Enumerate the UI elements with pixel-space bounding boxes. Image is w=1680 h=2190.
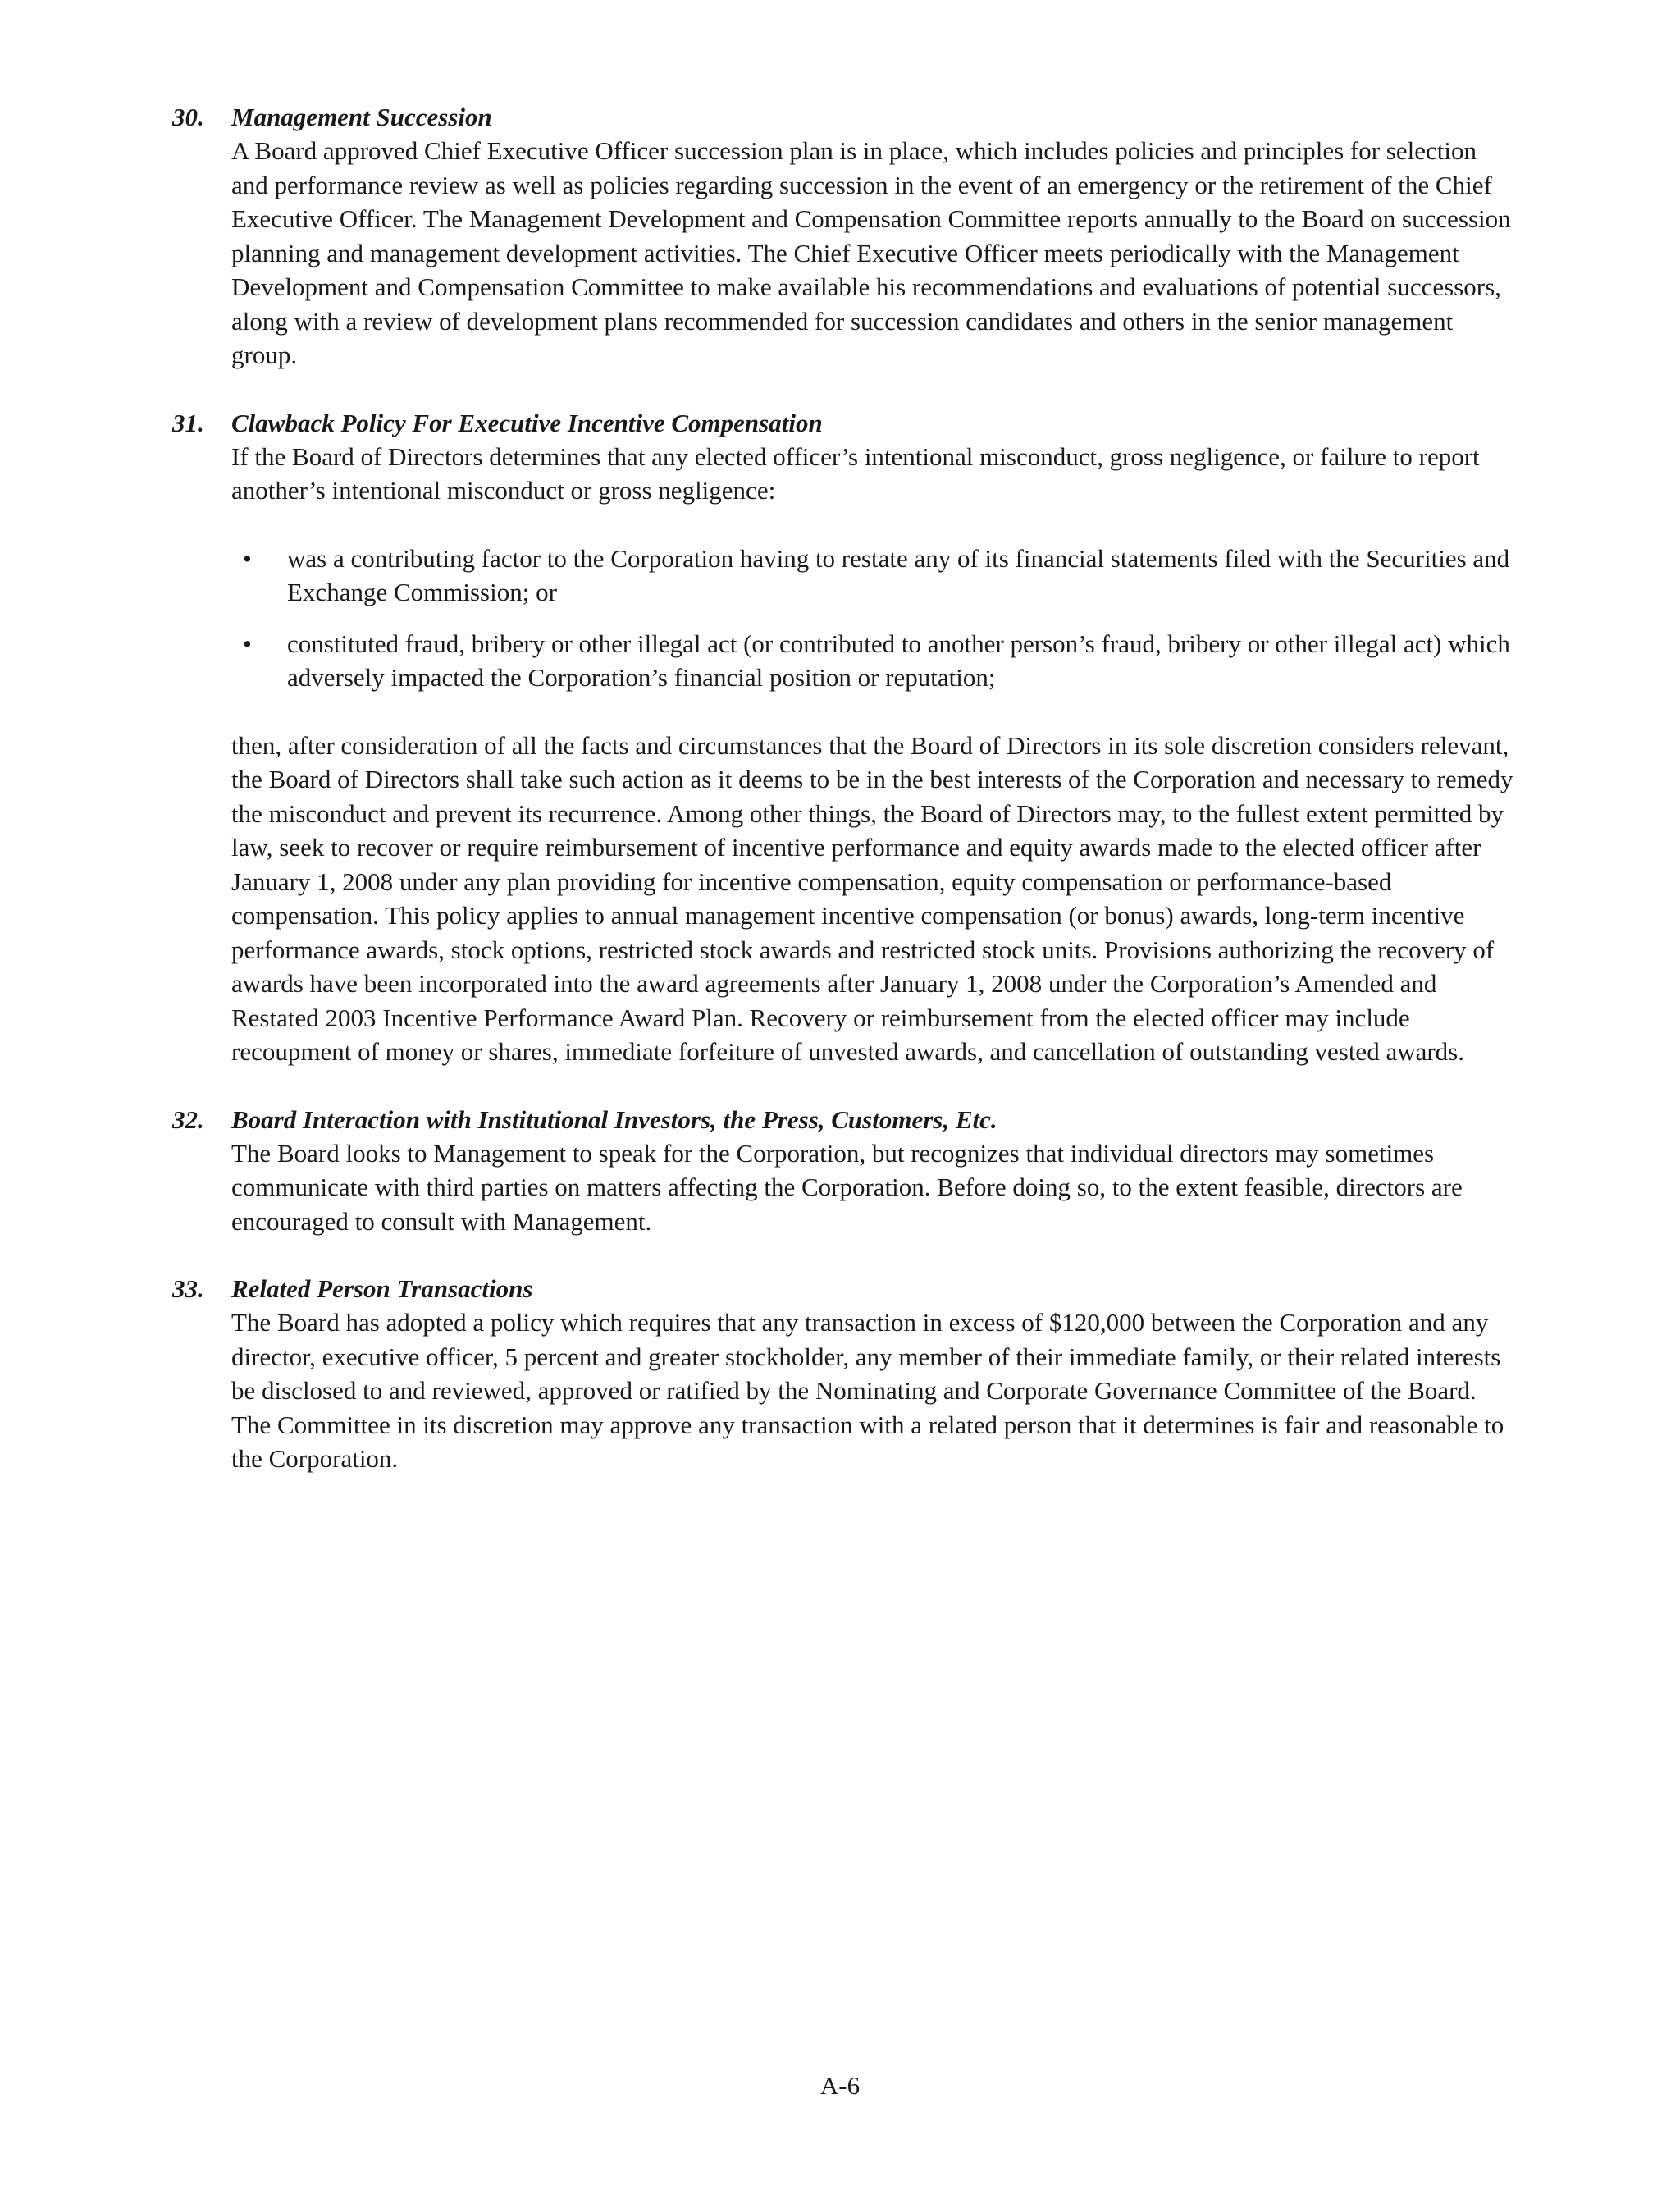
section-heading xyxy=(172,406,1518,440)
section-paragraph: A Board approved Chief Executive Officer succession plan is in place, which includes policies and principles for selection and performance review as well as policies regarding succession in the event of an emergency or the retirement of the Chief Executive Officer. The Management Development and Compensation Committee reports annually to the Board on succession planning and management development activities. The Chief Executive Officer meets periodically with the Management Development and Compensation Committee to make available his recommendations and evaluations of potential successors, along with a review of development plans recommended for succession candidates and others in the senior management group. xyxy=(231,136,1511,369)
bullet-text: was a contributing factor to the Corporation having to restate any of its financial statements filed with the Securities and Exchange Commission; or xyxy=(287,543,1510,606)
section-number: 31. xyxy=(172,408,204,437)
section-related-person-transactions xyxy=(172,1272,1518,1476)
section-heading xyxy=(172,1103,1518,1136)
section-intro-paragraph: If the Board of Directors determines that any elected officer’s intentional misconduct, gross negligence, or failure to report another’s intentional misconduct or gross negligence: xyxy=(231,441,1480,505)
document-body xyxy=(172,100,1518,1510)
section-clawback-policy xyxy=(172,406,1518,1069)
bullet-item xyxy=(231,627,1518,695)
section-number: 32. xyxy=(172,1104,204,1134)
section-management-succession xyxy=(172,100,1518,373)
section-paragraph: The Board has adopted a policy which requires that any transaction in excess of $120,000 between the Corporation and any director, executive officer, 5 percent and greater stockholder, any member of their immediate family, or their related interests be disclosed to and reviewed, approved or ratified by the Nominating and Corporate Governance Committee of the Board. The Committee in its discretion may approve any transaction with a related person that it determines is fair and reasonable to the Corporation. xyxy=(231,1308,1504,1473)
bullet-icon: • xyxy=(243,543,252,573)
section-heading xyxy=(172,100,1518,134)
section-number: 33. xyxy=(172,1274,204,1303)
bullet-list xyxy=(231,542,1518,695)
section-title: Management Succession xyxy=(231,103,492,131)
bullet-item xyxy=(231,542,1518,610)
section-title: Board Interaction with Institutional Investors, the Press, Customers, Etc. xyxy=(231,1104,998,1134)
section-number: 30. xyxy=(172,103,204,131)
section-paragraph: The Board looks to Management to speak for the Corporation, but recognizes that individual directors may sometimes communicate with third parties on matters affecting the Corporation. Before doing so, to the extent feasible, directors are encouraged to consult with Management. xyxy=(231,1138,1463,1236)
section-board-interaction xyxy=(172,1103,1518,1239)
section-title: Clawback Policy For Executive Incentive Compensation xyxy=(231,408,823,437)
page-number: A-6 xyxy=(819,2071,861,2100)
section-heading xyxy=(172,1272,1518,1305)
section-closing-paragraph: then, after consideration of all the facts and circumstances that the Board of Directors in its sole discretion considers relevant, the Board of Directors shall take such action as it deems to be in the best interests of the Corporation and necessary to remedy the misconduct and prevent its recurrence. Among other things, the Board of Directors may, to the fullest extent permitted by law, seek to recover or require reimbursement of incentive performance and equity awards made to the elected officer after January 1, 2008 under any plan providing for incentive compensation, equity compensation or performance-based compensation. This policy applies to annual management incentive compensation (or bonus) awards, long-term incentive performance awards, stock options, restricted stock awards and restricted stock units. Provisions authorizing the recovery of awards have been incorporated into the award agreements after January 1, 2008 under the Corporation’s Amended and Restated 2003 Incentive Performance Award Plan. Recovery or reimbursement from the elected officer may include recoupment of money or shares, immediate forfeiture of unvested awards, and cancellation of outstanding vested awards. xyxy=(231,730,1513,1066)
bullet-icon: • xyxy=(243,629,252,658)
section-title: Related Person Transactions xyxy=(231,1274,533,1303)
bullet-text: constituted fraud, bribery or other illegal act (or contributed to another person’s fraud, bribery or other illegal act) which adversely impacted the Corporation’s financial position or reputation; xyxy=(287,629,1510,692)
